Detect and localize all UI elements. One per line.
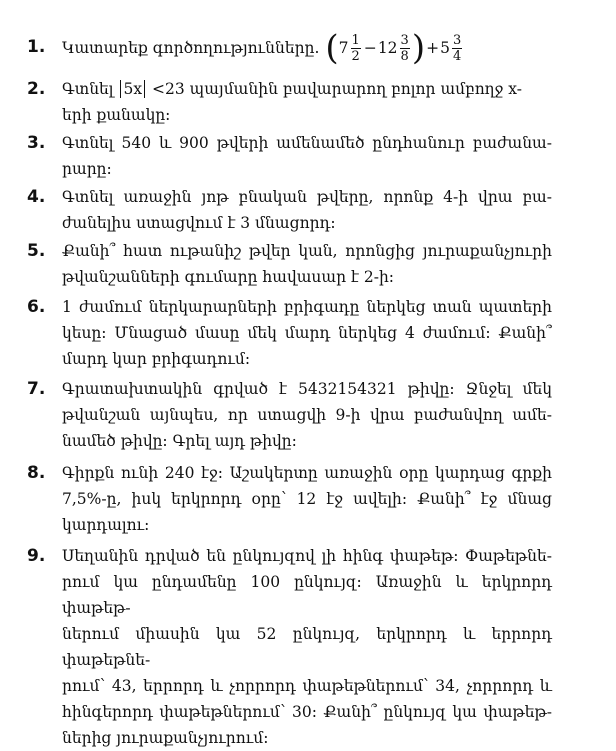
problem-number: 1. (27, 37, 46, 57)
problem-line: կեսը: Մնացած մասը մեկ մարդ ներկեց 4 ժամում: Քանի՞ (62, 324, 552, 342)
fraction (400, 33, 410, 64)
numerator: 3 (452, 32, 462, 48)
fraction (452, 33, 462, 64)
whole-part: 7 (338, 39, 349, 57)
problem-text (62, 543, 552, 751)
problem-line: րում՝ 43, երրորդ և չորրորդ փաթեթներում՝ 34, չորրորդ և (62, 677, 552, 695)
problem-line: ներում միասին կա 52 ընկույզ, երկրորդ և երրորդ փաթեթնե- (62, 625, 552, 669)
problem-line: հինգերորդ փաթեթներում՝ 30: Քանի՞ ընկույզ կա փաթեթ- (62, 703, 552, 721)
problem-line: նամեծ թիվը: Գրել այդ թիվը: (62, 432, 297, 450)
absolute-value: 5x (120, 80, 145, 98)
problem-text (62, 376, 552, 454)
numerator: 3 (400, 32, 409, 48)
problem-number: 3. (27, 133, 46, 153)
problem-line: Գտնել առաջին յոթ բնական թվերը, որոնք 4-ի վրա բա- (62, 188, 552, 206)
numerator: 1 (351, 32, 360, 48)
problem-number: 6. (27, 297, 46, 317)
whole-part: 5 (440, 39, 450, 57)
problem-line: ներից յուրաքանչյուրում: (62, 729, 269, 747)
problem-line: Գտնել 5x <23 պայմանին բավարարող բոլոր ամբողջ x- (62, 80, 522, 98)
problem-number: 8. (27, 463, 46, 483)
problem-number: 5. (27, 241, 46, 261)
problem-number: 4. (27, 187, 46, 207)
left-paren: ( (325, 28, 339, 68)
problem-line: թվանշանների գումարը հավասար է 2-ի: (62, 268, 395, 286)
problem-line: Գիրքն ունի 240 էջ: Աշակերտը առաջին օրը կարդաց գրքի (62, 464, 552, 482)
problem-text (62, 460, 552, 538)
problem-line: րում կա ընդամենը 100 ընկույզ: Առաջին և երկրորդ փաթեթ- (62, 573, 552, 617)
problem-text (62, 184, 552, 236)
problem-line: երի քանակը: (62, 106, 171, 124)
denominator: 2 (351, 48, 360, 64)
right-paren: ) (411, 28, 426, 68)
problem-line: րարը: (62, 160, 112, 178)
problem-number: 7. (27, 379, 46, 399)
problem-text (62, 130, 552, 182)
problem-line: Գրատախտակին գրված է 5432154321 թիվը: Ջնջել մեկ (62, 380, 552, 398)
minus-sign: − (363, 39, 377, 57)
problem-number: 9. (27, 546, 46, 566)
problem-line: կարդալու: (62, 516, 150, 534)
problem-line: 7,5%-ը, իսկ երկրորդ օրը՝ 12 էջ ավելի: Քանի՞ էջ մնաց (62, 490, 552, 508)
problem-line: ժանելիս ստացվում է 3 մնացորդ: (62, 214, 336, 232)
fraction (351, 33, 361, 64)
problem-text (62, 238, 552, 290)
problem-line: թվանշան այնպես, որ ստացվի 9-ի վրա բաժանվող ամե- (62, 406, 552, 424)
problem-line: Քանի՞ հատ ութանիշ թվեր կան, որոնցից յուրաքանչյուրի (62, 242, 552, 260)
problem-text (62, 294, 552, 372)
denominator: 4 (452, 48, 462, 64)
whole-part: 12 (377, 39, 398, 57)
problem-line: Սեղանին դրված են ընկույզով լի հինգ փաթեթ: Փաթեթնե- (62, 547, 552, 565)
problem-number: 2. (27, 79, 46, 99)
problem-1-instruction: Կատարեք գործողությունները. (62, 39, 320, 57)
problem-text (62, 26, 552, 70)
problem-line: մարդ կար բրիգադում: (62, 350, 251, 368)
problem-line: 1 ժամում ներկարարների բրիգադը ներկեց տան պատերի (62, 298, 552, 316)
problem-line: Գտնել 540 և 900 թվերի ամենամեծ ընդհանուր բաժանա- (62, 134, 552, 152)
math-expression (325, 28, 464, 68)
plus-sign: + (426, 39, 440, 57)
denominator: 8 (400, 48, 409, 64)
problem-text (62, 76, 552, 128)
